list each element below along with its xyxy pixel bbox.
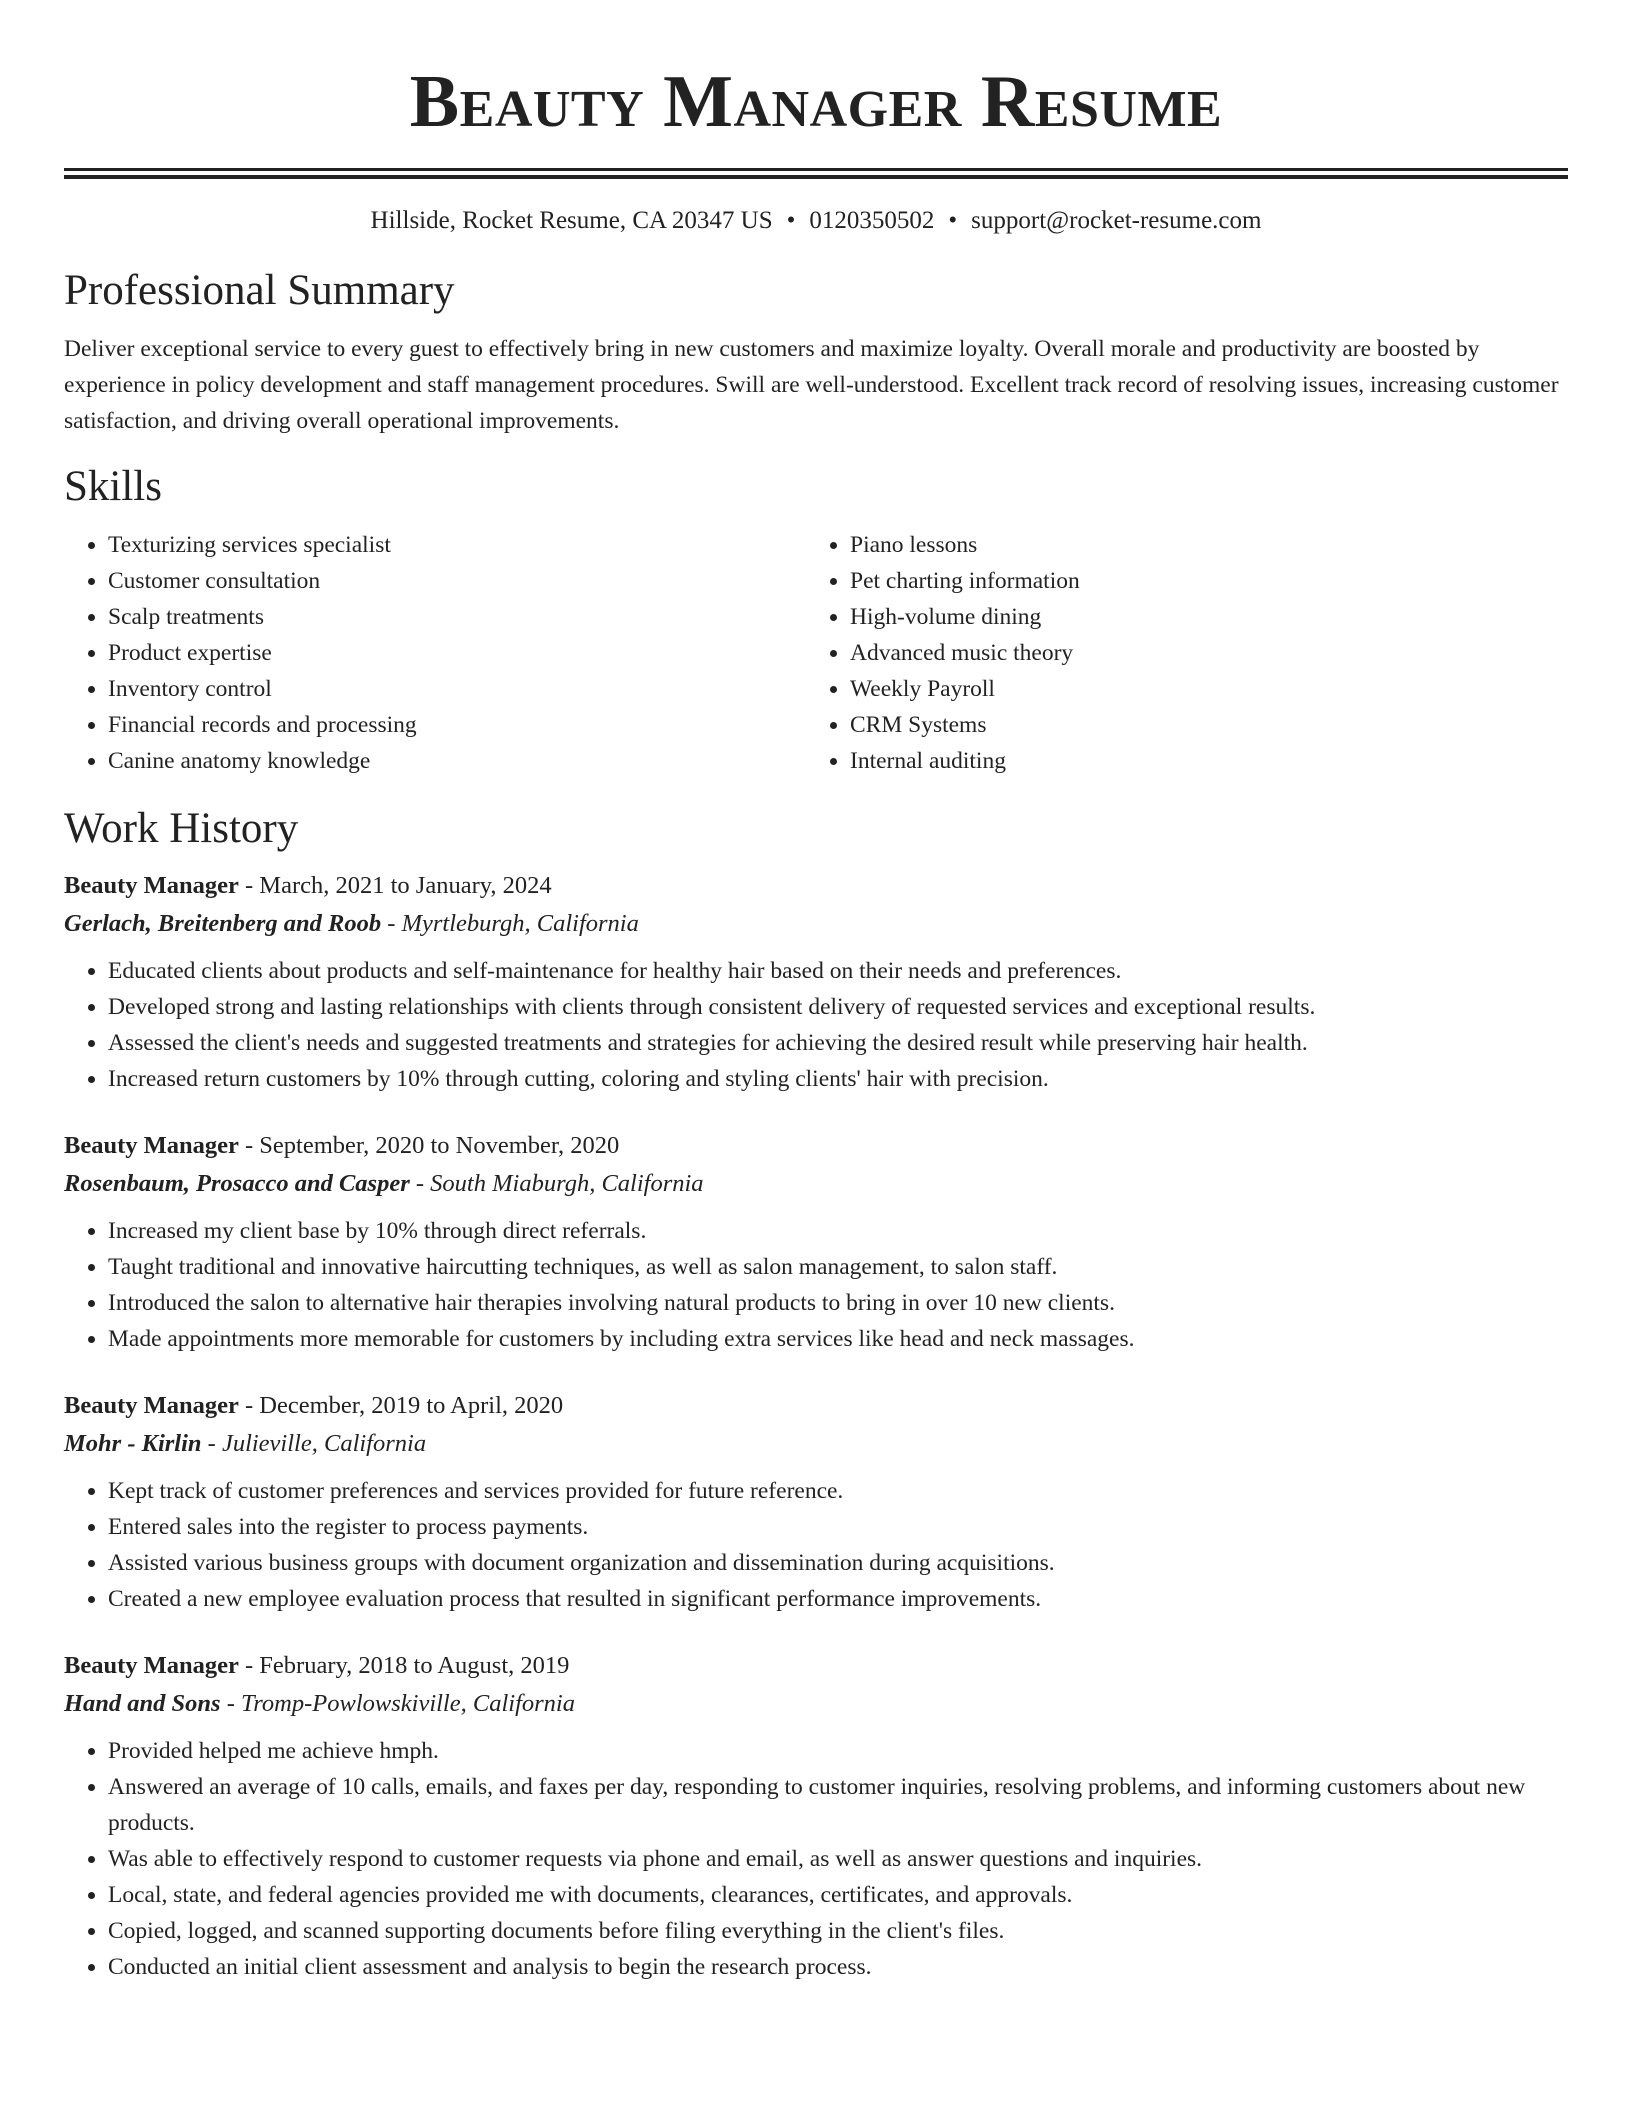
- job-location: - Myrtleburgh, California: [381, 910, 639, 937]
- skill-item: • Piano lessons: [850, 527, 1548, 563]
- job-dates: - December, 2019 to April, 2020: [238, 1392, 564, 1419]
- job-entry: [64, 1387, 1568, 1617]
- job-title-line: [64, 867, 1568, 905]
- job-bullet: • Assessed the client's needs and suggested treatments and strategies for achieving the desired result while preserving hair health.: [108, 1025, 1568, 1061]
- contact-address: Hillside, Rocket Resume, CA 20347 US: [370, 207, 773, 234]
- skills-column-right: [806, 527, 1548, 779]
- job-title-line: [64, 1127, 1568, 1165]
- skills-list: [64, 527, 1568, 779]
- summary-text: Deliver exceptional service to every guest to effectively bring in new customers and maximize loyalty. Overall morale and productivity are boosted by experience in policy development and staff management procedures. Swill are well-understood. Excellent track record of resolving issues, increasing customer satisfaction, and driving overall operational improvements.: [64, 336, 1559, 434]
- job-company-line: [64, 1165, 1568, 1203]
- contact-line: [64, 205, 1568, 237]
- job-entry: [64, 1127, 1568, 1357]
- skill-item: • Internal auditing: [850, 743, 1548, 779]
- job-bullet: • Educated clients about products and self-maintenance for healthy hair based on their needs and preferences.: [108, 953, 1568, 989]
- job-title: Beauty Manager: [64, 1392, 239, 1419]
- job-bullet: • Entered sales into the register to process payments.: [108, 1509, 1568, 1545]
- job-bullets: [64, 1733, 1568, 1985]
- job-bullet: • Answered an average of 10 calls, emails, and faxes per day, responding to customer inquiries, resolving problems, and informing customers about new products.: [108, 1769, 1568, 1841]
- job-company-line: [64, 1685, 1568, 1723]
- job-location: - South Miaburgh, California: [409, 1170, 704, 1197]
- skill-item: • Financial records and processing: [108, 707, 806, 743]
- job-company: Hand and Sons: [64, 1690, 221, 1717]
- resume-page: [64, 0, 1568, 1985]
- job-dates: - February, 2018 to August, 2019: [238, 1652, 570, 1679]
- job-dates: - March, 2021 to January, 2024: [238, 872, 552, 899]
- job-company: Gerlach, Breitenberg and Roob: [64, 910, 382, 937]
- skill-item: • Product expertise: [108, 635, 806, 671]
- skill-item: • Scalp treatments: [108, 599, 806, 635]
- job-bullets: [64, 953, 1568, 1097]
- job-company: Mohr - Kirlin: [64, 1430, 202, 1457]
- job-bullet: • Taught traditional and innovative haircutting techniques, as well as salon management, to salon staff.: [108, 1249, 1568, 1285]
- job-title-line: [64, 1647, 1568, 1685]
- skill-item: • CRM Systems: [850, 707, 1548, 743]
- job-title: Beauty Manager: [64, 872, 239, 899]
- title-divider: [64, 168, 1568, 179]
- job-bullet: • Increased return customers by 10% through cutting, coloring and styling clients' hair with precision.: [108, 1061, 1568, 1097]
- job-company: Rosenbaum, Prosacco and Casper: [64, 1170, 410, 1197]
- job-location: - Tromp-Powlowskiville, California: [220, 1690, 575, 1717]
- contact-email[interactable]: support@rocket-resume.com: [971, 207, 1262, 234]
- job-bullets: [64, 1213, 1568, 1357]
- job-bullet: • Increased my client base by 10% through direct referrals.: [108, 1213, 1568, 1249]
- contact-separator: •: [948, 207, 958, 234]
- job-bullet: • Developed strong and lasting relationships with clients through consistent delivery of requested services and exceptional results.: [108, 989, 1568, 1025]
- skill-item: • Customer consultation: [108, 563, 806, 599]
- job-bullet: • Created a new employee evaluation process that resulted in significant performance improvements.: [108, 1581, 1568, 1617]
- skill-item: • Pet charting information: [850, 563, 1548, 599]
- job-title-line: [64, 1387, 1568, 1425]
- job-location: - Julieville, California: [201, 1430, 427, 1457]
- contact-phone: 0120350502: [809, 207, 935, 234]
- skill-item: • Inventory control: [108, 671, 806, 707]
- contact-separator: •: [786, 207, 796, 234]
- resume-title: Beauty Manager Resume: [409, 61, 1223, 143]
- job-bullet: • Conducted an initial client assessment and analysis to begin the research process.: [108, 1949, 1568, 1985]
- job-bullet: • Copied, logged, and scanned supporting documents before filing everything in the client's files.: [108, 1913, 1568, 1949]
- skill-item: • Canine anatomy knowledge: [108, 743, 806, 779]
- skills-heading: Skills: [64, 463, 162, 510]
- job-bullet: • Made appointments more memorable for customers by including extra services like head and neck massages.: [108, 1321, 1568, 1357]
- job-entry: [64, 867, 1568, 1097]
- job-title: Beauty Manager: [64, 1132, 239, 1159]
- job-bullet: • Assisted various business groups with document organization and dissemination during acquisitions.: [108, 1545, 1568, 1581]
- job-bullet: • Was able to effectively respond to customer requests via phone and email, as well as answer questions and inquiries.: [108, 1841, 1568, 1877]
- job-bullets: [64, 1473, 1568, 1617]
- work-history-heading: Work History: [64, 805, 299, 852]
- job-bullet: • Provided helped me achieve hmph.: [108, 1733, 1568, 1769]
- job-bullet: • Introduced the salon to alternative hair therapies involving natural products to bring in over 10 new clients.: [108, 1285, 1568, 1321]
- job-dates: - September, 2020 to November, 2020: [238, 1132, 620, 1159]
- skill-item: • Advanced music theory: [850, 635, 1548, 671]
- summary-heading: Professional Summary: [64, 267, 455, 314]
- skills-column-left: [64, 527, 806, 779]
- job-title: Beauty Manager: [64, 1652, 239, 1679]
- skill-item: • Texturizing services specialist: [108, 527, 806, 563]
- job-company-line: [64, 1425, 1568, 1463]
- job-bullet: • Local, state, and federal agencies provided me with documents, clearances, certificates, and approvals.: [108, 1877, 1568, 1913]
- job-company-line: [64, 905, 1568, 943]
- job-entry: [64, 1647, 1568, 1985]
- skill-item: • Weekly Payroll: [850, 671, 1548, 707]
- skill-item: • High-volume dining: [850, 599, 1548, 635]
- job-bullet: • Kept track of customer preferences and services provided for future reference.: [108, 1473, 1568, 1509]
